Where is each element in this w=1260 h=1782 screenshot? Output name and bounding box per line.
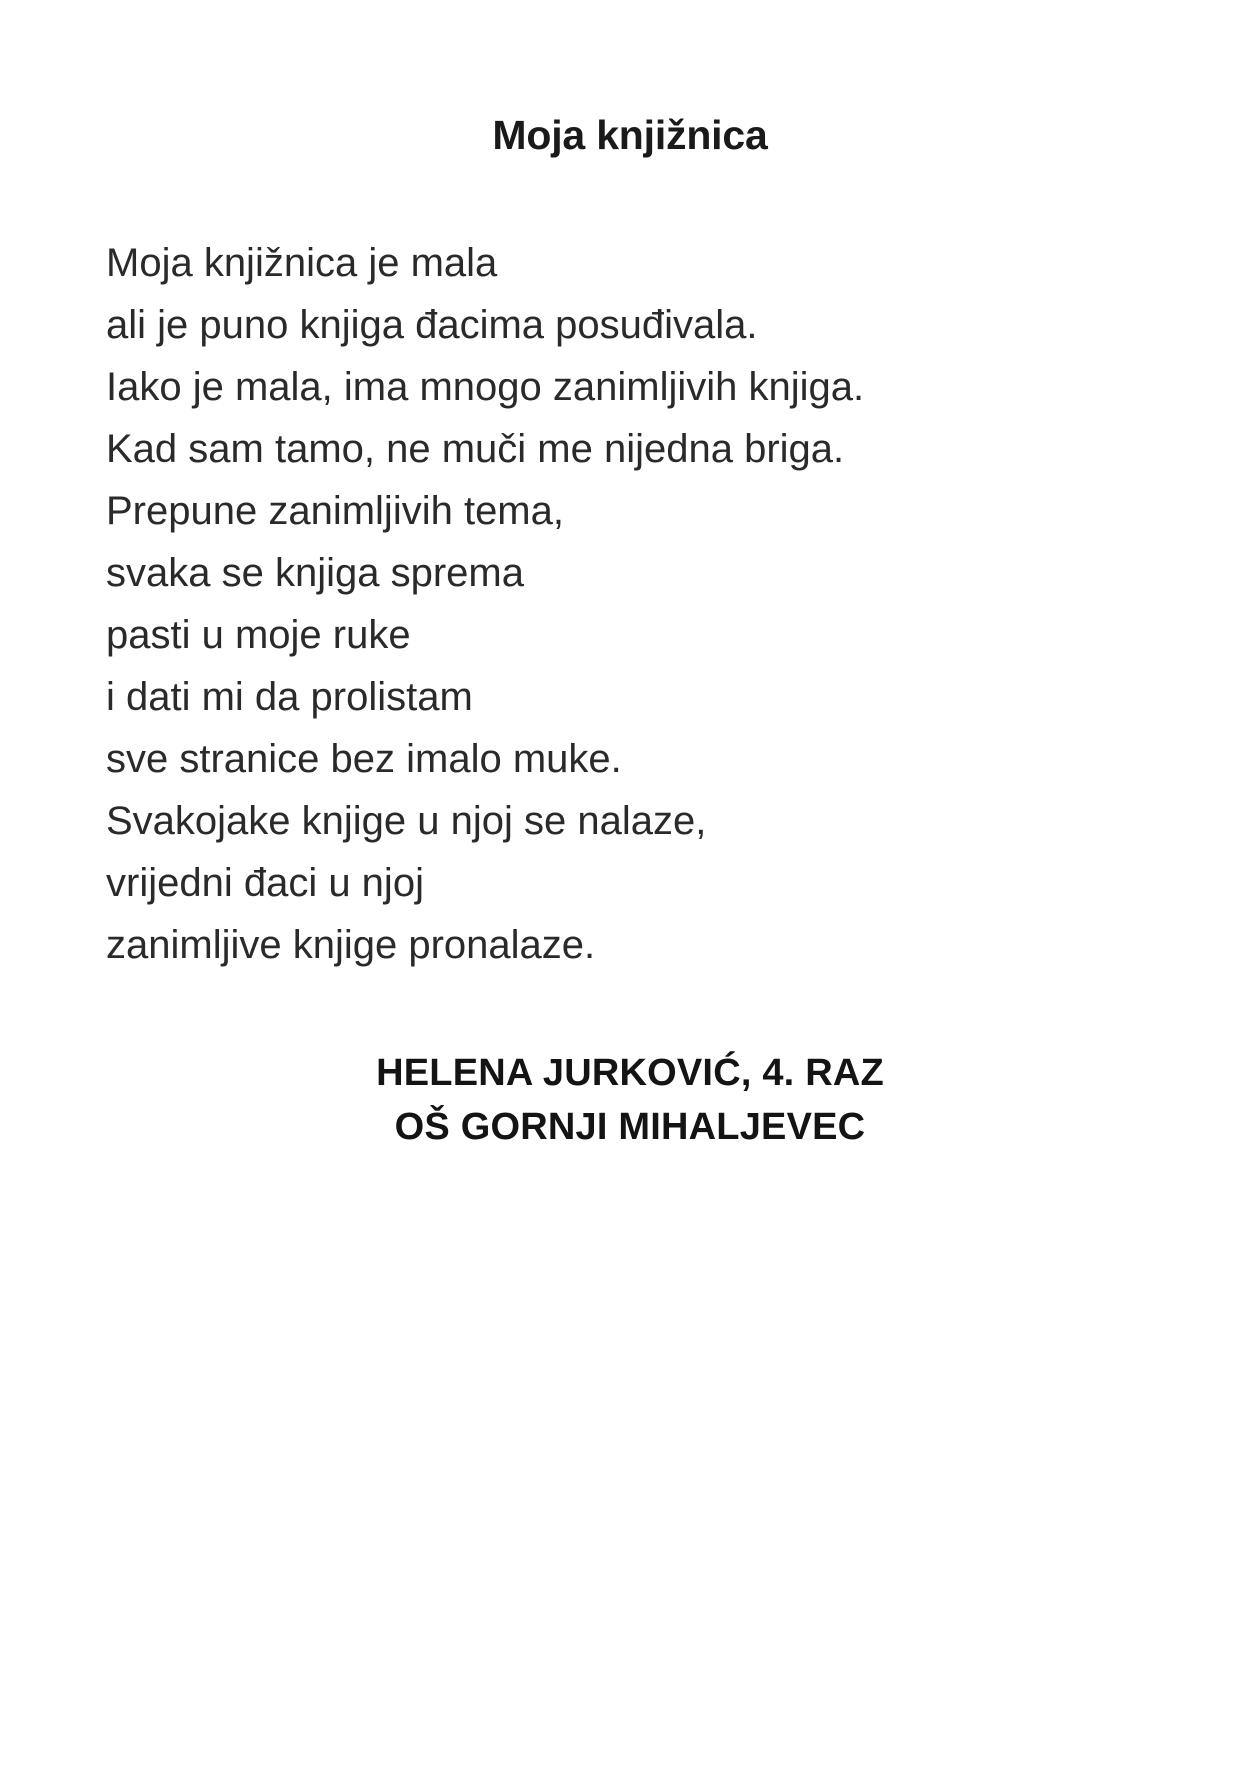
author-school: OŠ GORNJI MIHALJEVEC (394, 1106, 866, 1148)
poem-line: Prepune zanimljivih tema, (106, 489, 564, 533)
poem-line: pasti u moje ruke (106, 613, 411, 657)
poem-line: Moja knjižnica je mala (106, 241, 498, 285)
author-name: HELENA JURKOVIĆ, 4. RAZ (376, 1052, 884, 1094)
poem-line: zanimljive knjige pronalaze. (106, 923, 596, 967)
poem-line: Iako je mala, ima mnogo zanimljivih knjiga. (106, 365, 865, 409)
author-attribution (0, 1046, 1260, 1154)
poem-body (106, 232, 1106, 976)
poem-line: sve stranice bez imalo muke. (106, 737, 622, 781)
poem-line: vrijedni đaci u njoj (106, 861, 424, 905)
page-title: Moja knjižnica (492, 112, 768, 158)
poem-line: ali je puno knjiga đacima posuđivala. (106, 303, 758, 347)
poem-line: svaka se knjiga sprema (106, 551, 524, 595)
poem-line: i dati mi da prolistam (106, 675, 473, 719)
poem-line: Kad sam tamo, ne muči me nijedna briga. (106, 427, 845, 471)
poem-line: Svakojake knjige u njoj se nalaze, (106, 799, 707, 843)
